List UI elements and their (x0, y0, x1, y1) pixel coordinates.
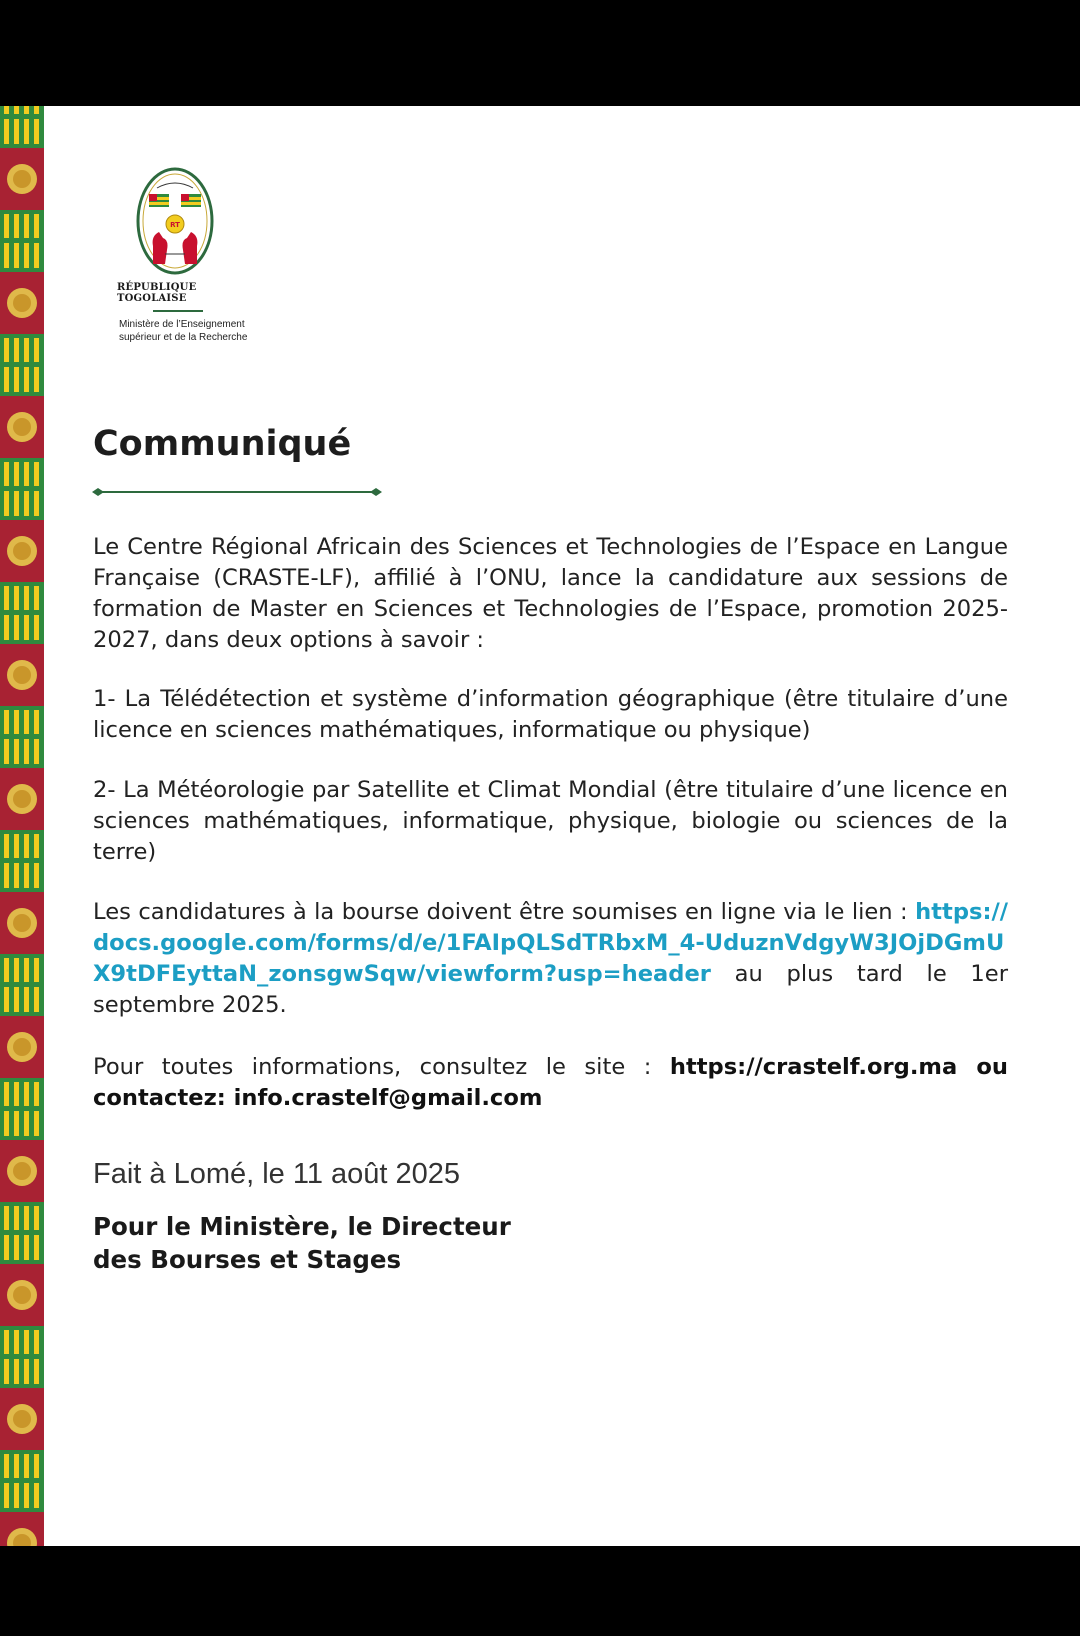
page-title: Communiqué (93, 424, 352, 464)
border-sun-core (13, 418, 31, 436)
border-sun-core (13, 790, 31, 808)
border-stripe-band (0, 1230, 44, 1235)
communique-document (0, 106, 1080, 1546)
signature-block (93, 1210, 693, 1276)
ministry-logo (105, 166, 265, 344)
signature-line-1: Pour le Ministère, le Directeur (93, 1212, 511, 1241)
border-stripe-band (0, 362, 44, 367)
info-paragraph (93, 1052, 1008, 1114)
title-divider (92, 486, 382, 498)
border-sun-core (13, 1162, 31, 1180)
border-stripe-band (0, 982, 44, 987)
kente-border (0, 106, 44, 1546)
info-text: Pour toutes informations, consultez le site : (93, 1054, 652, 1080)
border-stripe-band (0, 1354, 44, 1359)
seal-initials: RT (170, 221, 180, 229)
ministry-name (105, 318, 265, 344)
contact-website-email[interactable]: https://crastelf.org.ma ou contactez: info.crastelf@gmail.com (93, 1054, 1008, 1111)
border-yellow-stripe (4, 106, 9, 144)
option-2-paragraph: 2- La Météorologie par Satellite et Climat Mondial (être titulaire d’une licence en sciences mathématiques, informatique, physique, biologie ou sciences de la terre) (93, 777, 1008, 865)
ministry-line-2: supérieur et de la Recherche (119, 332, 248, 343)
intro-paragraph: Le Centre Régional Africain des Sciences et Technologies de l’Espace en Langue Française (CRASTE-LF), affilié à l’ONU, lance la candidature aux sessions de formation de Master en Sciences et Technologies de l’Espace, promotion 2025-2027, dans deux options à savoir : (93, 534, 1008, 653)
border-sun-core (13, 294, 31, 312)
border-sun-core (13, 1286, 31, 1304)
border-sun-core (13, 170, 31, 188)
application-text: Les candidatures à la bourse doivent être soumises en ligne via le lien : (93, 899, 908, 925)
border-sun-core (13, 666, 31, 684)
border-stripe-band (0, 858, 44, 863)
header-divider (153, 310, 203, 312)
border-stripe-band (0, 610, 44, 615)
ministry-line-1: Ministère de l’Enseignement (119, 319, 245, 330)
border-stripe-band (0, 1106, 44, 1111)
option-1-paragraph: 1- La Télédétection et système d’information géographique (être titulaire d’une licence en sciences mathématiques, informatique ou physique) (93, 686, 1008, 743)
signature-line-2: des Bourses et Stages (93, 1245, 402, 1274)
application-form-link[interactable]: https://docs.google.com/forms/d/e/1FAIpQLSdTRbxM_4-UduznVdgyW3JOjDGmUX9tDFEyttaN_zonsgwSqw/viewform?usp=header (93, 899, 1008, 987)
border-stripe-band (0, 238, 44, 243)
border-stripe-band (0, 734, 44, 739)
country-name: RÉPUBLIQUE TOGOLAISE (117, 282, 197, 304)
border-yellow-stripe (24, 106, 29, 144)
application-deadline: au plus tard le 1er septembre 2025. (93, 961, 1008, 1018)
border-sun-core (13, 1038, 31, 1056)
border-yellow-stripe (14, 106, 19, 144)
border-yellow-stripe (34, 106, 39, 144)
togo-coat-of-arms-icon (135, 166, 215, 276)
border-stripe-band (0, 1478, 44, 1483)
border-stripe-band (0, 486, 44, 491)
border-sun-core (13, 914, 31, 932)
border-sun-core (13, 1410, 31, 1428)
place-date: Fait à Lomé, le 11 août 2025 (93, 1158, 461, 1190)
border-stripe-band (0, 114, 44, 119)
border-sun-core (13, 542, 31, 560)
application-paragraph (93, 897, 1008, 1021)
